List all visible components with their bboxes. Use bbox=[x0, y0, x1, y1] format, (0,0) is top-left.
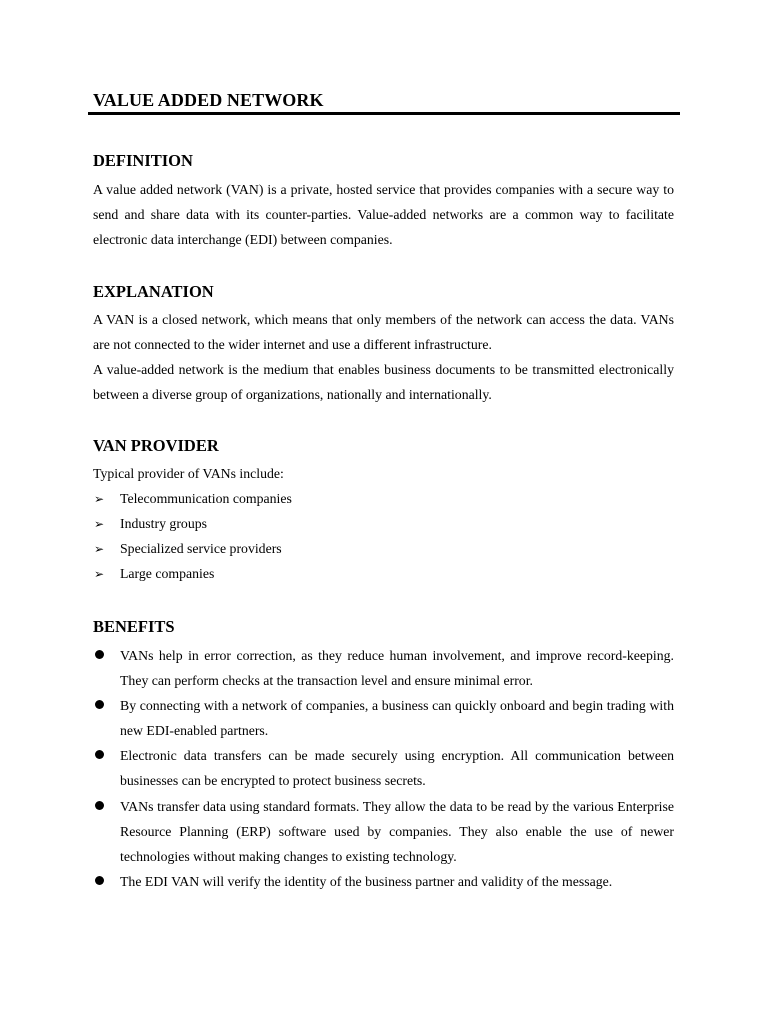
title-underline bbox=[88, 112, 680, 115]
arrow-bullet-icon: ➢ bbox=[94, 492, 105, 506]
van-provider-heading: VAN PROVIDER bbox=[93, 436, 219, 455]
bullet-dot-icon bbox=[95, 876, 104, 885]
benefits-heading: BENEFITS bbox=[93, 617, 175, 636]
bullet-dot-icon bbox=[95, 700, 104, 709]
van-provider-intro: Typical provider of VANs include: bbox=[93, 466, 284, 481]
definition-heading: DEFINITION bbox=[93, 151, 193, 170]
list-item-label: Large companies bbox=[120, 566, 215, 581]
benefit-text: VANs transfer data using standard formats. They allow the data to be read by the various Enterprise Resource Planning (ERP) software used by companies. They also enable the use of newer technologies without making changes to existing technology. bbox=[120, 799, 674, 865]
list-item-label: Specialized service providers bbox=[120, 541, 282, 556]
benefit-item bbox=[93, 794, 674, 870]
list-item-label: Industry groups bbox=[120, 516, 207, 531]
list-item-label: Telecommunication companies bbox=[120, 491, 292, 506]
arrow-bullet-icon: ➢ bbox=[94, 517, 105, 531]
benefit-item bbox=[93, 643, 674, 693]
benefit-text: VANs help in error correction, as they reduce human involvement, and improve record-keeping. They can perform checks at the transaction level and ensure minimal error. bbox=[120, 648, 674, 689]
bullet-dot-icon bbox=[95, 801, 104, 810]
benefit-text: Electronic data transfers can be made securely using encryption. All communication between businesses can be encrypted to protect business secrets. bbox=[120, 748, 674, 789]
benefit-item bbox=[93, 869, 674, 894]
explanation-paragraph-2: A value-added network is the medium that enables business documents to be transmitted electronically between a diverse group of organizations, nationally and internationally. bbox=[93, 362, 674, 403]
definition-paragraph: A value added network (VAN) is a private, hosted service that provides companies with a secure way to send and share data with its counter-parties. Value-added networks are a common way to facilitate electronic data interchange (EDI) between companies. bbox=[93, 182, 674, 248]
benefit-item bbox=[93, 743, 674, 793]
arrow-bullet-icon: ➢ bbox=[94, 542, 105, 556]
bullet-dot-icon bbox=[95, 750, 104, 759]
benefit-text: The EDI VAN will verify the identity of the business partner and validity of the message. bbox=[120, 874, 613, 889]
bullet-dot-icon bbox=[95, 650, 104, 659]
explanation-heading: EXPLANATION bbox=[93, 282, 214, 301]
explanation-paragraph-1: A VAN is a closed network, which means that only members of the network can access the data. VANs are not connected to the wider internet and use a different infrastructure. bbox=[93, 312, 674, 353]
arrow-bullet-icon: ➢ bbox=[94, 567, 105, 581]
benefit-item bbox=[93, 693, 674, 743]
page-title: VALUE ADDED NETWORK bbox=[93, 90, 324, 110]
benefit-text: By connecting with a network of companies, a business can quickly onboard and begin trading with new EDI-enabled partners. bbox=[120, 698, 674, 739]
